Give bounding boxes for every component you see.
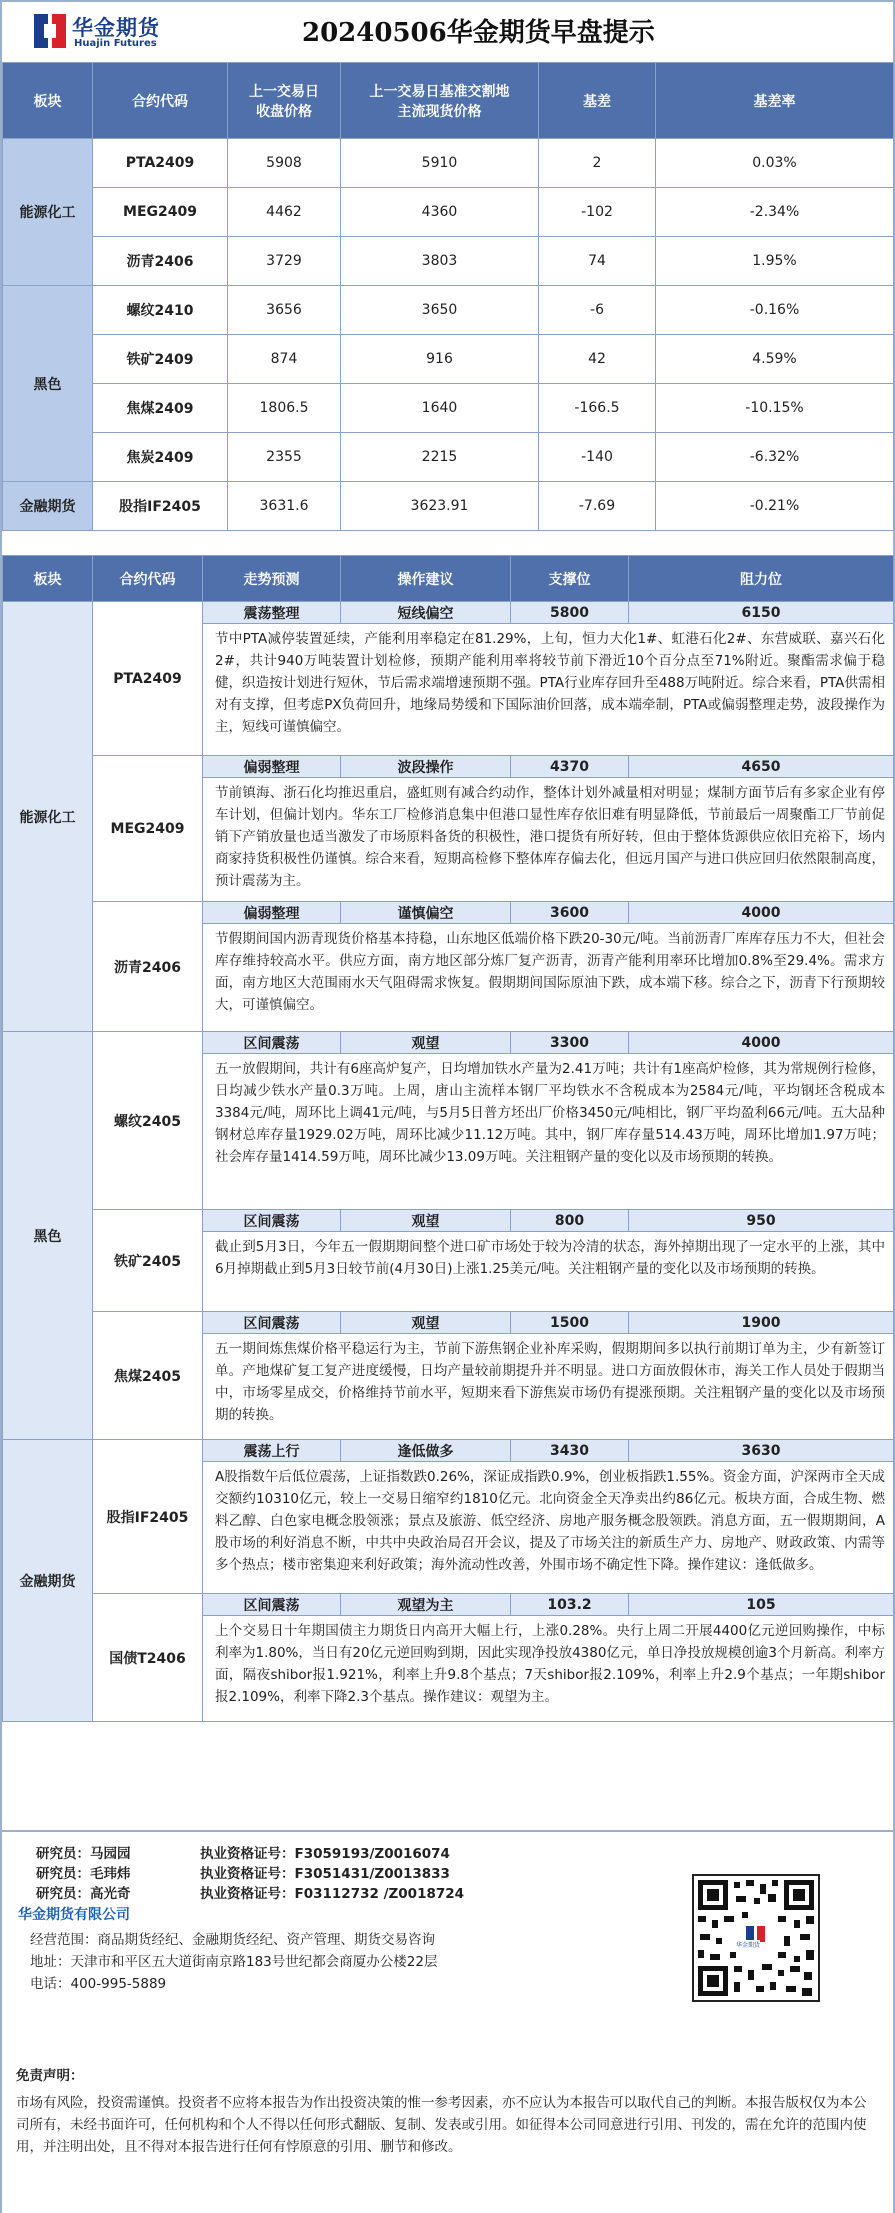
support-level: 5800 <box>511 602 629 624</box>
close-price: 2355 <box>228 433 341 482</box>
header <box>2 2 893 62</box>
support-level: 3430 <box>511 1440 629 1462</box>
business-scope: 经营范围：商品期货经纪、金融期货经纪、资产管理、期货交易咨询 <box>30 1932 435 1948</box>
company-logo <box>32 12 172 56</box>
table-row <box>3 139 894 188</box>
operation-advice: 短线偏空 <box>341 602 511 624</box>
basis-rate: 0.03% <box>656 139 894 188</box>
col-header-spot: 上一交易日基准交割地 主流现货价格 <box>341 63 539 139</box>
resistance-level: 3630 <box>629 1440 894 1462</box>
contract-code: 股指IF2405 <box>93 482 228 531</box>
basis-value: 42 <box>539 335 656 384</box>
col-header-trend: 走势预测 <box>203 556 341 602</box>
trend-forecast: 偏弱整理 <box>203 756 341 778</box>
basis-value: -102 <box>539 188 656 237</box>
strategy-summary-row <box>3 1032 894 1054</box>
analysis-text: 五一期间炼焦煤价格平稳运行为主，节前下游焦钢企业补库采购，假期期间多以执行前期订单为主，少有新签订单。产地煤矿复工复产进度缓慢，日均产量较前期提升并不明显。进口方面放假休市，海关工作人员处于假期当中，市场零星成交，价格维持节前水平，短期来看下游焦炭市场仍有提涨预期。关注粗钢产量的变化以及市场预期的转换。 <box>203 1334 894 1440</box>
col-header-basis-rate: 基差率 <box>656 63 894 139</box>
basis-rate: -0.16% <box>656 286 894 335</box>
basis-rate: 1.95% <box>656 237 894 286</box>
close-price: 5908 <box>228 139 341 188</box>
col-header-resist: 阻力位 <box>629 556 894 602</box>
trend-forecast: 区间震荡 <box>203 1032 341 1054</box>
table-row <box>3 384 894 433</box>
basis-rate: 4.59% <box>656 335 894 384</box>
contract-code: 沥青2406 <box>93 902 203 1032</box>
support-level: 3600 <box>511 902 629 924</box>
strategy-summary-row <box>3 1594 894 1616</box>
col-header-code: 合约代码 <box>93 63 228 139</box>
disclaimer-text: 市场有风险，投资需谨慎。投资者不应将本报告为作出投资决策的惟一参考因素，亦不应认为本报告可以取代自己的判断。本报告版权仅为本公司所有，未经书面许可，任何机构和个人不得以任何形式翻版、复制、发表或引用。如征得本公司同意进行引用、刊发的，需在允许的范围内使用，并注明出处，且不得对本报告进行任何有悖原意的引用、删节和修改。 <box>16 2095 867 2155</box>
table-row <box>3 482 894 531</box>
basis-value: 74 <box>539 237 656 286</box>
researcher-license: 执业资格证号：F3059193/Z0016074 <box>200 1846 450 1862</box>
basis-value: 2 <box>539 139 656 188</box>
resistance-level: 950 <box>629 1210 894 1232</box>
contract-code: 螺纹2410 <box>93 286 228 335</box>
sector-label: 金融期货 <box>3 482 93 531</box>
operation-advice: 波段操作 <box>341 756 511 778</box>
spot-price: 5910 <box>341 139 539 188</box>
table-row <box>3 335 894 384</box>
operation-advice: 观望 <box>341 1312 511 1334</box>
table-row <box>3 188 894 237</box>
sector-label: 金融期货 <box>3 1440 93 1722</box>
basis-rate: -2.34% <box>656 188 894 237</box>
table-row <box>3 286 894 335</box>
table-row <box>3 433 894 482</box>
contract-code: 焦炭2409 <box>93 433 228 482</box>
operation-advice: 观望为主 <box>341 1594 511 1616</box>
strategy-summary-row <box>3 902 894 924</box>
researcher-license: 执业资格证号：F3051431/Z0013833 <box>200 1866 450 1882</box>
analysis-text: 节中PTA减停装置延续，产能利用率稳定在81.29%，上旬，恒力大化1#、虹港石化2#、东营威联、嘉兴石化2#，共计940万吨装置计划检修，预期产能利用率将较节前下滑近10个百分点至71%附近。聚酯需求偏于稳健，织造按计划进行短休，节后需求端增速预期不强。PTA行业库存回升至488万吨附近。综合来看，PTA供需相对有支撑，但考虑PX负荷回升，地缘局势缓和下国际油价回落，成本端牵制，PTA或偏弱整理走势，波段操作为主，短线可谨慎偏空。 <box>203 624 894 756</box>
sector-label: 能源化工 <box>3 139 93 286</box>
qr-code <box>692 1874 820 2002</box>
resistance-level: 6150 <box>629 602 894 624</box>
researcher-name: 研究员：高光奇 <box>36 1886 131 1902</box>
contract-code: 铁矿2409 <box>93 335 228 384</box>
page-title: 20240506华金期货早盘提示 <box>302 18 655 48</box>
analysis-text: A股指数午后低位震荡，上证指数跌0.26%，深证成指跌0.9%，创业板指跌1.55%。资金方面，沪深两市全天成交额约10310亿元，较上一交易日缩窄约1810亿元。北向资金全天净卖出约86亿元。板块方面，合成生物、燃料乙醇、白色家电概念股领涨；景点及旅游、低空经济、房地产服务概念股领跌。消息方面，五一假期期间，A股市场的利好消息不断，中共中央政治局召开会议，提及了市场关注的新质生产力、房地产、财政政策、内需等多个热点；楼市密集迎来利好政策；海外流动性改善，外围市场不确定性下降。操作建议：逢低做多。 <box>203 1462 894 1594</box>
operation-advice: 观望 <box>341 1032 511 1054</box>
trend-forecast: 区间震荡 <box>203 1210 341 1232</box>
operation-advice: 观望 <box>341 1210 511 1232</box>
company-phone: 电话：400-995-5889 <box>30 1976 167 1992</box>
analysis-text: 节假期间国内沥青现货价格基本持稳，山东地区低端价格下跌20-30元/吨。当前沥青厂库库存压力不大，但社会库存维持较高水平。供应方面，南方地区部分炼厂复产沥青，沥青产能利用率环比增加0.8%至29.4%。需求方面，南方地区大范围雨水天气阻碍需求恢复。假期期间国际原油下跌，成本端下移。综合之下，沥青下行预期较大，可谨慎偏空。 <box>203 924 894 1032</box>
basis-rate: -0.21% <box>656 482 894 531</box>
strategy-table <box>2 555 894 1722</box>
researcher-name: 研究员：毛玮炜 <box>36 1866 131 1882</box>
col-header-code: 合约代码 <box>93 556 203 602</box>
col-header-basis: 基差 <box>539 63 656 139</box>
close-price: 874 <box>228 335 341 384</box>
strategy-table-header <box>3 556 894 602</box>
col-header-close: 上一交易日 收盘价格 <box>228 63 341 139</box>
resistance-level: 4000 <box>629 1032 894 1054</box>
basis-rate: -10.15% <box>656 384 894 433</box>
contract-code: MEG2409 <box>93 756 203 902</box>
logo-text-cn: 华金期货 <box>72 16 160 40</box>
resistance-level: 1900 <box>629 1312 894 1334</box>
logo-text-en: Huajin Futures <box>74 38 157 49</box>
qr-code-icon <box>694 1876 818 2000</box>
contract-code: 沥青2406 <box>93 237 228 286</box>
strategy-summary-row <box>3 1440 894 1462</box>
trend-forecast: 震荡上行 <box>203 1440 341 1462</box>
table-row <box>3 237 894 286</box>
basis-value: -7.69 <box>539 482 656 531</box>
operation-advice: 逢低做多 <box>341 1440 511 1462</box>
disclaimer-title: 免责声明： <box>16 2068 84 2084</box>
company-name: 华金期货有限公司 <box>18 1907 130 1923</box>
analysis-text: 节前镇海、浙石化均推迟重启，盛虹则有减合约动作，整体计划外减量相对明显；煤制方面节后有多家企业有停车计划，但偏计划内。华东工厂检修消息集中但港口显性库存依旧难有明显降低，节前最后一周聚酯工厂节前促销下产销放量也适当激发了市场原料备货的积极性，港口提货有所好转，但由于整体货源供应依旧充裕下，场内商家持货积极性仍谨慎。综合来看，短期高检修下整体库存偏去化，但远月国产与进口供应回归依然限制高度，预计震荡为主。 <box>203 778 894 902</box>
contract-code: 铁矿2405 <box>93 1210 203 1312</box>
contract-code: PTA2409 <box>93 139 228 188</box>
col-header-support: 支撑位 <box>511 556 629 602</box>
trend-forecast: 区间震荡 <box>203 1312 341 1334</box>
spot-price: 3803 <box>341 237 539 286</box>
spot-price: 3650 <box>341 286 539 335</box>
contract-code: 焦煤2405 <box>93 1312 203 1440</box>
spot-price: 916 <box>341 335 539 384</box>
researcher-license: 执业资格证号：F03112732 /Z0018724 <box>200 1886 465 1902</box>
sector-label: 能源化工 <box>3 602 93 1032</box>
strategy-summary-row <box>3 1210 894 1232</box>
close-price: 3631.6 <box>228 482 341 531</box>
contract-code: 螺纹2405 <box>93 1032 203 1210</box>
close-price: 4462 <box>228 188 341 237</box>
contract-code: 股指IF2405 <box>93 1440 203 1594</box>
spot-price: 4360 <box>341 188 539 237</box>
analysis-text: 五一放假期间，共计有6座高炉复产，日均增加铁水产量为2.41万吨；共计有1座高炉检修，其为常规例行检修，日均减少铁水产量0.3万吨。上周，唐山主流样本钢厂平均铁水不含税成本为2584元/吨，平均钢坯含税成本3384元/吨，周环比上调41元/吨，与5月5日普方坯出厂价格3450元/吨相比，钢厂平均盈利66元/吨。五大品种钢材总库存量1929.02万吨，周环比减少11.12万吨。其中，钢厂库存量514.43万吨，周环比增加1.97万吨；社会库存量1414.59万吨，周环比减少13.09万吨。关注粗钢产量的变化以及市场预期的转换。 <box>203 1054 894 1210</box>
sector-label: 黑色 <box>3 1032 93 1440</box>
support-level: 103.2 <box>511 1594 629 1616</box>
researcher-name: 研究员：马园园 <box>36 1846 131 1862</box>
huajin-logo-icon <box>32 12 68 50</box>
spot-price: 3623.91 <box>341 482 539 531</box>
spot-price: 2215 <box>341 433 539 482</box>
col-header-sector: 板块 <box>3 63 93 139</box>
resistance-level: 105 <box>629 1594 894 1616</box>
basis-value: -6 <box>539 286 656 335</box>
contract-code: 国债T2406 <box>93 1594 203 1722</box>
analysis-text: 上个交易日十年期国债主力期货日内高开大幅上行，上涨0.28%。央行上周二开展4400亿元逆回购操作，中标利率为1.80%，当日有20亿元逆回购到期，因此实现净投放4380亿元，单日净投放规模创逾3个月新高。利率方面，隔夜shibor报1.921%，利率上升9.8个基点；7天shibor报2.109%，利率上升2.9个基点；一年期shibor报2.109%，利率下降2.3个基点。操作建议：观望为主。 <box>203 1616 894 1722</box>
contract-code: 焦煤2409 <box>93 384 228 433</box>
contract-code: MEG2409 <box>93 188 228 237</box>
qr-logo-label: 华金期货 <box>736 1942 761 1949</box>
basis-table-header <box>3 63 894 139</box>
support-level: 800 <box>511 1210 629 1232</box>
spot-price: 1640 <box>341 384 539 433</box>
close-price: 3656 <box>228 286 341 335</box>
basis-value: -166.5 <box>539 384 656 433</box>
company-address: 地址：天津市和平区五大道街南京路183号世纪都会商厦办公楼22层 <box>30 1954 438 1970</box>
sector-label: 黑色 <box>3 286 93 482</box>
basis-rate: -6.32% <box>656 433 894 482</box>
basis-value: -140 <box>539 433 656 482</box>
strategy-summary-row <box>3 756 894 778</box>
close-price: 1806.5 <box>228 384 341 433</box>
trend-forecast: 偏弱整理 <box>203 902 341 924</box>
operation-advice: 谨慎偏空 <box>341 902 511 924</box>
resistance-level: 4650 <box>629 756 894 778</box>
basis-table <box>2 62 894 531</box>
resistance-level: 4000 <box>629 902 894 924</box>
support-level: 1500 <box>511 1312 629 1334</box>
col-header-sector: 板块 <box>3 556 93 602</box>
trend-forecast: 区间震荡 <box>203 1594 341 1616</box>
trend-forecast: 震荡整理 <box>203 602 341 624</box>
analysis-text: 截止到5月3日，今年五一假期期间整个进口矿市场处于较为冷清的状态，海外掉期出现了一定水平的上涨，其中6月掉期截止到5月3日较节前(4月30日)上涨1.25美元/吨。关注粗钢产量的变化以及市场预期的转换。 <box>203 1232 894 1312</box>
strategy-summary-row <box>3 602 894 624</box>
col-header-advice: 操作建议 <box>341 556 511 602</box>
strategy-summary-row <box>3 1312 894 1334</box>
close-price: 3729 <box>228 237 341 286</box>
support-level: 4370 <box>511 756 629 778</box>
support-level: 3300 <box>511 1032 629 1054</box>
contract-code: PTA2409 <box>93 602 203 756</box>
footer <box>2 1830 893 2213</box>
